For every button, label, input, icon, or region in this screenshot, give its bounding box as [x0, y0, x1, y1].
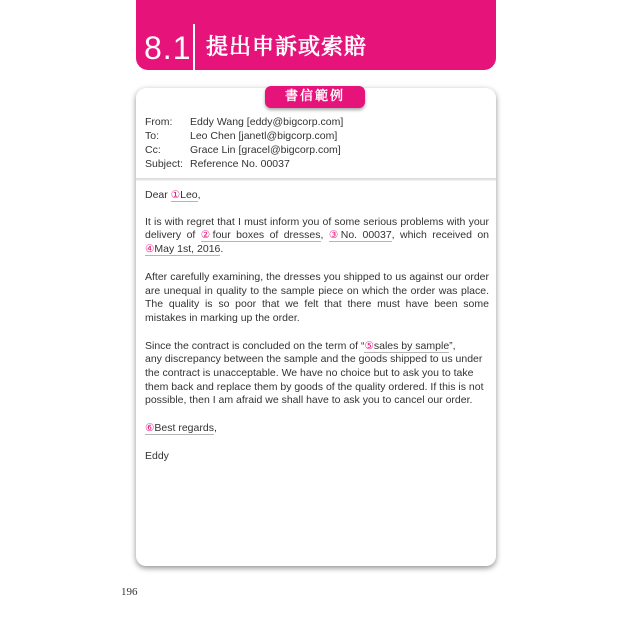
p1-text-3: , which received on [391, 229, 489, 242]
closing-text: Best regards [154, 422, 214, 435]
email-subject-row [145, 157, 485, 171]
p3-line-4: them back and replace them by goods of the quality ordered. If this is not [145, 380, 484, 393]
greeting-prefix: Dear [145, 189, 171, 201]
marker-3: ③ [328, 229, 341, 242]
section-number: 8.1 [144, 30, 192, 66]
p1-item-3 [329, 229, 392, 242]
p1-item-4 [145, 243, 220, 256]
marker-2: ② [200, 229, 213, 242]
card-divider [136, 178, 496, 181]
closing [145, 422, 489, 436]
p3-text-2: ”, [449, 339, 456, 352]
p3-line-5: possible, then I am afraid we shall have to ask you to cancel our order. [145, 394, 473, 407]
p1-underlined-3: No. 00037 [340, 229, 392, 242]
p1-text-4: . [220, 243, 224, 256]
p3-text-1: Since the contract is concluded on the term of “ [145, 339, 365, 352]
subject-value: Reference No. 00037 [190, 158, 290, 170]
cc-value: Grace Lin [gracel@bigcorp.com] [190, 144, 341, 156]
paragraph-3 [145, 340, 489, 409]
cc-label: Cc: [145, 144, 161, 156]
marker-6: ⑥ [145, 422, 155, 435]
p3-underlined-5: sales by sample [373, 339, 450, 352]
signature: Eddy [145, 449, 169, 462]
greeting [145, 189, 489, 203]
subject-label: Subject: [145, 158, 183, 170]
paragraph-1 [145, 216, 489, 257]
paragraph-2: After carefully examining, the dresses you shipped to us against our order are unequal in quality to the sample piece on which the order was place. The quality is so poor that we felt that there must have been some mistakes in marking up the order. [145, 270, 489, 324]
from-value: Eddy Wang [eddy@bigcorp.com] [190, 116, 344, 128]
section-title: 提出申訴或索賠 [206, 34, 368, 59]
letter-body [145, 189, 489, 464]
from-label: From: [145, 116, 173, 128]
closing-phrase [145, 422, 214, 435]
marker-4: ④ [145, 243, 155, 256]
email-header-fields [145, 115, 485, 171]
p3-line-2: any discrepancy between the sample and the goods shipped to us under [145, 353, 483, 366]
email-cc-row [145, 143, 485, 157]
page-number: 196 [121, 586, 138, 598]
p3-line-3: the contract is unacceptable. We have no choice but to ask you to take [145, 367, 474, 380]
greeting-name [171, 189, 198, 202]
p1-item-2 [201, 229, 321, 242]
email-from-row [145, 115, 485, 129]
recipient-name: Leo [180, 189, 198, 201]
sample-letter-tab: 書信範例 [265, 86, 365, 108]
to-value: Leo Chen [janetl@bigcorp.com] [190, 130, 338, 142]
p1-text-2: , [320, 229, 329, 242]
section-header [136, 0, 496, 70]
email-to-row [145, 129, 485, 143]
p1-underlined-2: four boxes of dresses [212, 229, 321, 242]
marker-5: ⑤ [364, 339, 374, 352]
greeting-suffix: , [197, 189, 201, 201]
p3-item-5 [364, 340, 449, 353]
to-label: To: [145, 130, 160, 142]
p1-text-1: It is with regret that I must inform you of some serious problems with your delivery of [145, 215, 489, 242]
closing-suffix: , [213, 422, 217, 435]
header-divider [193, 24, 195, 70]
marker-1: ① [170, 189, 181, 201]
p1-underlined-4: May 1st, 2016 [154, 243, 221, 256]
